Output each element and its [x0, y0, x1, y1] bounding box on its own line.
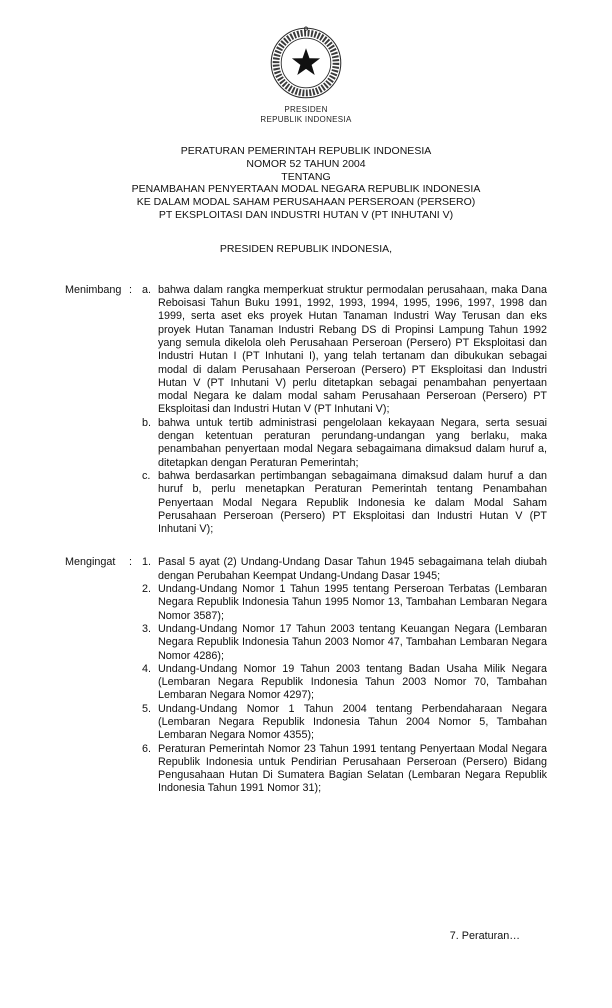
- clause-separator: :: [129, 283, 132, 296]
- body-clauses: [65, 284, 547, 796]
- title-line-2: NOMOR 52 TAHUN 2004: [246, 157, 366, 170]
- title-line-1: PERATURAN PEMERINTAH REPUBLIK INDONESIA: [180, 145, 432, 157]
- title-line-4: PENAMBAHAN PENYERTAAN MODAL NEGARA REPUBLIK INDONESIA: [131, 183, 481, 196]
- item-text: Peraturan Pemerintah Nomor 23 Tahun 1991 tentang Penyertaan Modal Negara Republik Indonesia untuk Pendirian Perusahaan Perseroan (Persero) Bidang Pengusahaan Hutan Di Sumatera Bagian Selatan (Lembaran Negara Republik Indonesia Tahun 1991 Nomor 31);: [158, 742, 547, 795]
- item-marker: 6.: [142, 742, 152, 755]
- item-text: Undang-Undang Nomor 19 Tahun 2003 tentang Badan Usaha Milik Negara (Lembaran Negara Republik Indonesia Tahun 2003 Nomor 70, Tambahan Lembaran Negara Nomor 4297);: [158, 662, 547, 702]
- salutation: PRESIDEN REPUBLIK INDONESIA,: [219, 242, 393, 255]
- page-continuation-catchword: 7. Peraturan…: [449, 930, 520, 942]
- title-line-5: KE DALAM MODAL SAHAM PERUSAHAAN PERSEROAN (PERSERO): [136, 196, 476, 209]
- list-item: [142, 470, 547, 536]
- item-text: Pasal 5 ayat (2) Undang-Undang Dasar Tahun 1945 sebagaimana telah diubah dengan Perubahan Keempat Undang-Undang Dasar 1945;: [158, 556, 547, 582]
- item-text: Undang-Undang Nomor 1 Tahun 2004 tentang Perbendaharaan Negara (Lembaran Negara Republik Indonesia Tahun 2004 Nomor 5, Tambahan Lembaran Negara Nomor 4355);: [158, 702, 547, 742]
- list-item: [142, 556, 547, 583]
- item-marker: 1.: [142, 556, 152, 569]
- clause-label-menimbang: Menimbang: [65, 283, 122, 296]
- item-marker: c.: [142, 469, 151, 482]
- clause-mengingat: [65, 556, 547, 795]
- item-marker: a.: [142, 283, 152, 296]
- list-item: [142, 703, 547, 743]
- item-marker: 4.: [142, 662, 152, 675]
- list-item: [142, 417, 547, 470]
- item-marker: 5.: [142, 702, 152, 715]
- clause-menimbang: [65, 284, 547, 537]
- item-text: bahwa dalam rangka memperkuat struktur permodalan perusahaan, maka Dana Reboisasi Tahun Buku 1991, 1992, 1993, 1994, 1995, 1996, 1997, 1998 dan 1999, serta aset eks proyek Hutan Tanaman Industri Way Terusan dan eks proyek Hutan Tanaman Industri Rebang DS di Propinsi Lampung Tahun 1992 yang semula dikelola oleh Perusahaan Perseroan (Persero) PT Eksploitasi dan Industri Hutan I (PT Inhutani I), yang telah tertanam dan dibukukan sebagai modal di dalam Perusahaan Perseroan (Persero) PT Eksploitasi dan Industri Hutan V (PT Inhutani V) perlu ditetapkan sebagai penambahan penyertaan modal Negara ke dalam modal saham Perusahaan Perseroan (Persero) PT Eksploitasi dan Industri Hutan V (PT Inhutani V);: [158, 283, 547, 416]
- title-line-3: TENTANG: [281, 170, 331, 183]
- institution-line-presiden: PRESIDEN: [284, 105, 328, 114]
- clause-label-mengingat: Mengingat: [65, 556, 116, 569]
- list-item: [142, 743, 547, 796]
- item-marker: 3.: [142, 622, 152, 635]
- regulation-title: [0, 145, 612, 222]
- menimbang-items: [142, 284, 547, 537]
- title-line-6: PT EKSPLOITASI DAN INDUSTRI HUTAN V (PT INHUTANI V): [158, 208, 454, 221]
- header-emblem: [0, 0, 612, 100]
- presidential-seal-icon: [269, 26, 343, 100]
- mengingat-items: [142, 556, 547, 795]
- item-text: Undang-Undang Nomor 1 Tahun 1995 tentang Perseroan Terbatas (Lembaran Negara Republik Indonesia Tahun 1995 Nomor 13, Tambahan Lembaran Negara Nomor 3587);: [158, 583, 547, 622]
- clause-separator: :: [129, 556, 132, 569]
- institution-heading: [0, 105, 612, 124]
- item-marker: b.: [142, 416, 152, 429]
- item-marker: 2.: [142, 583, 152, 596]
- list-item: [142, 583, 547, 623]
- institution-line-republik: REPUBLIK INDONESIA: [260, 114, 352, 124]
- list-item: [142, 623, 547, 663]
- list-item: [142, 284, 547, 417]
- item-text: bahwa berdasarkan pertimbangan sebagaimana dimaksud dalam huruf a dan huruf b, perlu menetapkan Peraturan Pemerintah tentang Penambahan Penyertaan Modal Negara Republik Indonesia ke dalam Modal Saham Perusahaan Perseroan (Persero) PT Eksploitasi dan Industri Hutan V (PT Inhutani V);: [158, 469, 547, 536]
- item-text: Undang-Undang Nomor 17 Tahun 2003 tentang Keuangan Negara (Lembaran Negara Republik Indonesia Tahun 2003 Nomor 47, Tambahan Lembaran Negara Nomor 4286);: [158, 622, 547, 662]
- list-item: [142, 663, 547, 703]
- item-text: bahwa untuk tertib administrasi pengelolaan kekayaan Negara, serta sesuai dengan ketentuan peraturan perundang-undangan yang berlaku, maka penambahan penyertaan modal Negara sebagaimana dimaksud dalam huruf a, ditetapkan dengan Peraturan Pemerintah;: [158, 416, 547, 469]
